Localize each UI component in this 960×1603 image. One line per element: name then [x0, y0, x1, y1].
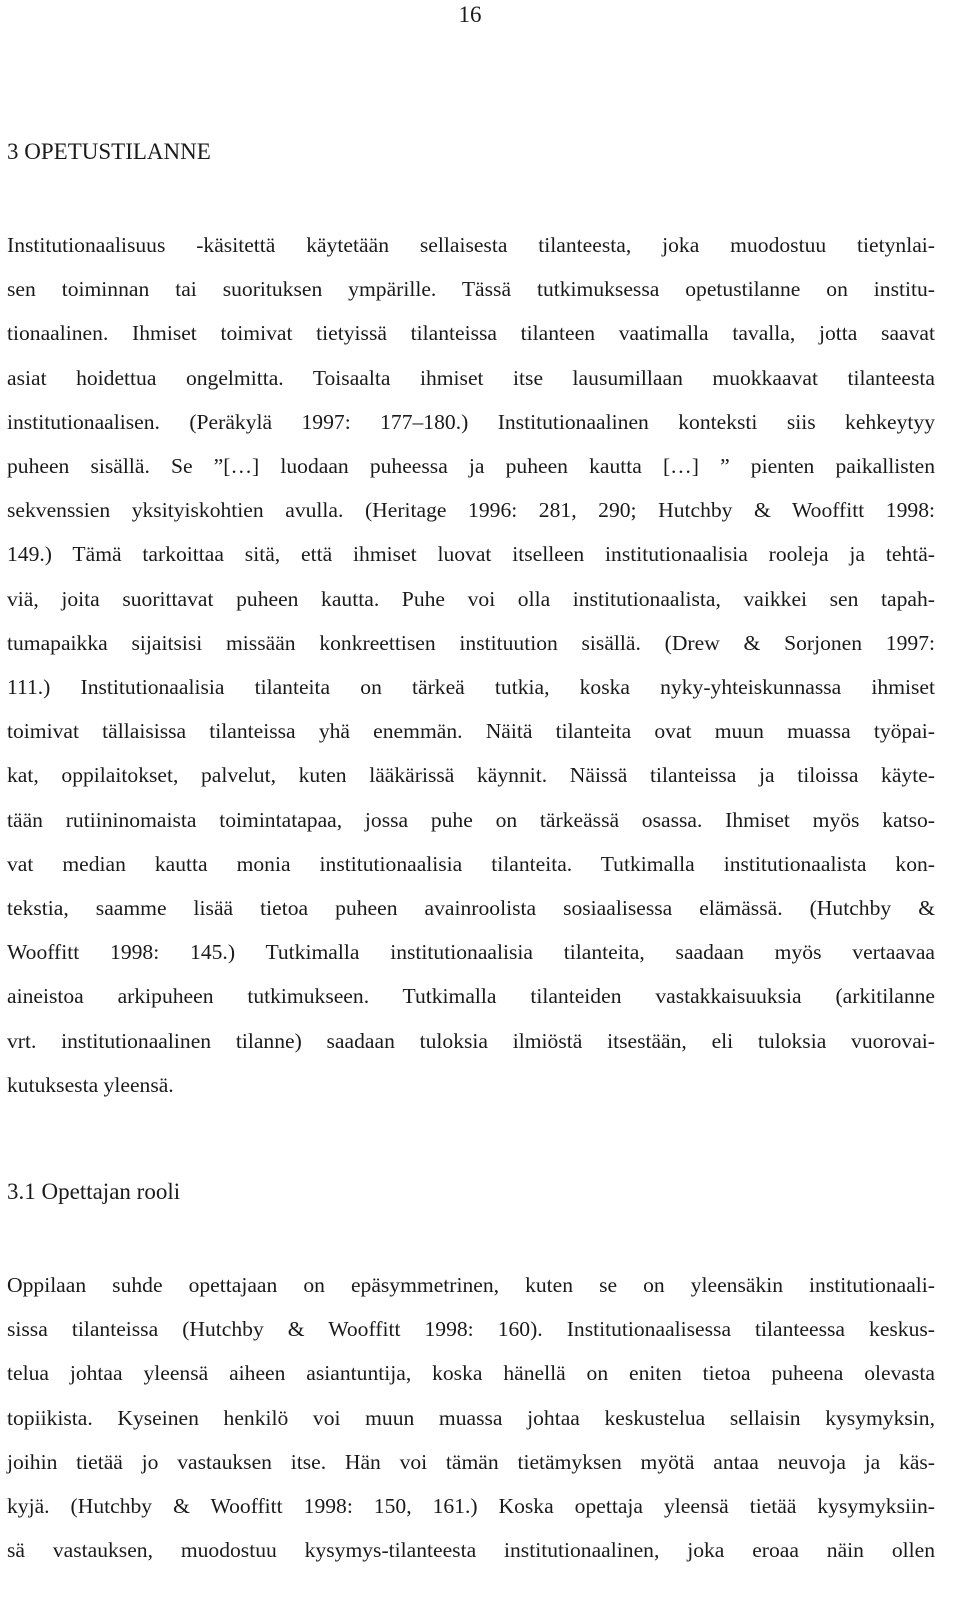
- paragraph-line: tekstia, saamme lisää tietoa puheen avainroolista sosiaalisessa elämässä. (Hutchby &: [7, 896, 935, 921]
- paragraph-line: 149.) Tämä tarkoittaa sitä, että ihmiset luovat itselleen institutionaalisia rooleja ja tehtä-: [7, 542, 935, 567]
- subsection-paragraph: [7, 1263, 935, 1572]
- paragraph-line: kyjä. (Hutchby & Wooffitt 1998: 150, 161.) Koska opettaja yleensä tietää kysymyksiin-: [7, 1494, 935, 1519]
- paragraph-line: institutionaalisen. (Peräkylä 1997: 177–180.) Institutionaalinen konteksti siis kehkeytyy: [7, 409, 935, 434]
- paragraph-line: Wooffitt 1998: 145.) Tutkimalla institutionaalisia tilanteita, saadaan myös vertaavaa: [7, 940, 935, 965]
- paragraph-line: joihin tietää jo vastauksen itse. Hän voi tämän tietämyksen myötä antaa neuvoja ja käs-: [7, 1449, 935, 1474]
- paragraph-line: sä vastauksen, muodostuu kysymys-tilanteesta institutionaalinen, joka eroaa näin ollen: [7, 1538, 935, 1563]
- paragraph-line: vrt. institutionaalinen tilanne) saadaan tuloksia ilmiöstä itsestään, eli tuloksia vuorovai-: [7, 1028, 935, 1053]
- paragraph-line: 111.) Institutionaalisia tilanteita on tärkeä tutkia, koska nyky-yhteiskunnassa ihmiset: [7, 675, 935, 700]
- paragraph-line: aineistoa arkipuheen tutkimukseen. Tutkimalla tilanteiden vastakkaisuuksia (arkitilanne: [7, 984, 935, 1009]
- subsection-heading: 3.1 Opettajan rooli: [7, 1179, 181, 1204]
- paragraph-line: kat, oppilaitokset, palvelut, kuten lääkärissä käynnit. Näissä tilanteissa ja tiloissa käyte-: [7, 763, 935, 788]
- paragraph-line: asiat hoidettua ongelmitta. Toisaalta ihmiset itse lausumillaan muokkaavat tilanteesta: [7, 365, 935, 390]
- paragraph-line: puheen sisällä. Se ”[…] luodaan puheessa ja puheen kautta […] ” pienten paikallisten: [7, 454, 935, 479]
- page-number: 16: [458, 2, 482, 27]
- paragraph-line: kutuksesta yleensä.: [7, 1072, 174, 1097]
- paragraph-line: tionaalinen. Ihmiset toimivat tietyissä tilanteissa tilanteen vaatimalla tavalla, jotta saavat: [7, 321, 935, 346]
- paragraph-line: tään rutiininomaista toimintatapaa, jossa puhe on tärkeässä osassa. Ihmiset myös katso-: [7, 807, 935, 832]
- paragraph-line: viä, joita suorittavat puheen kautta. Puhe voi olla institutionaalista, vaikkei sen tapah-: [7, 586, 935, 611]
- paragraph-line: Oppilaan suhde opettajaan on epäsymmetrinen, kuten se on yleensäkin institutionaali-: [7, 1273, 935, 1297]
- paragraph-line: sekvenssien yksityiskohtien avulla. (Heritage 1996: 281, 290; Hutchby & Wooffitt 1998:: [7, 498, 935, 523]
- paragraph-line: sissa tilanteissa (Hutchby & Wooffitt 1998: 160). Institutionaalisessa tilanteessa keskus-: [7, 1317, 935, 1342]
- paragraph-line: Institutionaalisuus -käsitettä käytetään sellaisesta tilanteesta, joka muodostuu tietynlai-: [7, 233, 935, 257]
- paragraph-line: sen toiminnan tai suorituksen ympärille. Tässä tutkimuksessa opetustilanne on institu-: [7, 277, 935, 302]
- paragraph-line: tumapaikka sijaitsisi missään konkreettisen instituution sisällä. (Drew & Sorjonen 1997:: [7, 630, 935, 655]
- paragraph-line: vat median kautta monia institutionaalisia tilanteita. Tutkimalla institutionaalista kon-: [7, 851, 935, 876]
- paragraph-line: toimivat tällaisissa tilanteissa yhä enemmän. Näitä tilanteita ovat muun muassa työpai-: [7, 719, 935, 744]
- paragraph-line: topiikista. Kyseinen henkilö voi muun muassa johtaa keskustelua sellaisin kysymyksin,: [7, 1405, 935, 1430]
- paragraph-line: telua johtaa yleensä aiheen asiantuntija, koska hänellä on eniten tietoa puheena olevasta: [7, 1361, 935, 1386]
- section-heading: 3 OPETUSTILANNE: [7, 139, 211, 164]
- section-paragraph: [7, 223, 935, 1107]
